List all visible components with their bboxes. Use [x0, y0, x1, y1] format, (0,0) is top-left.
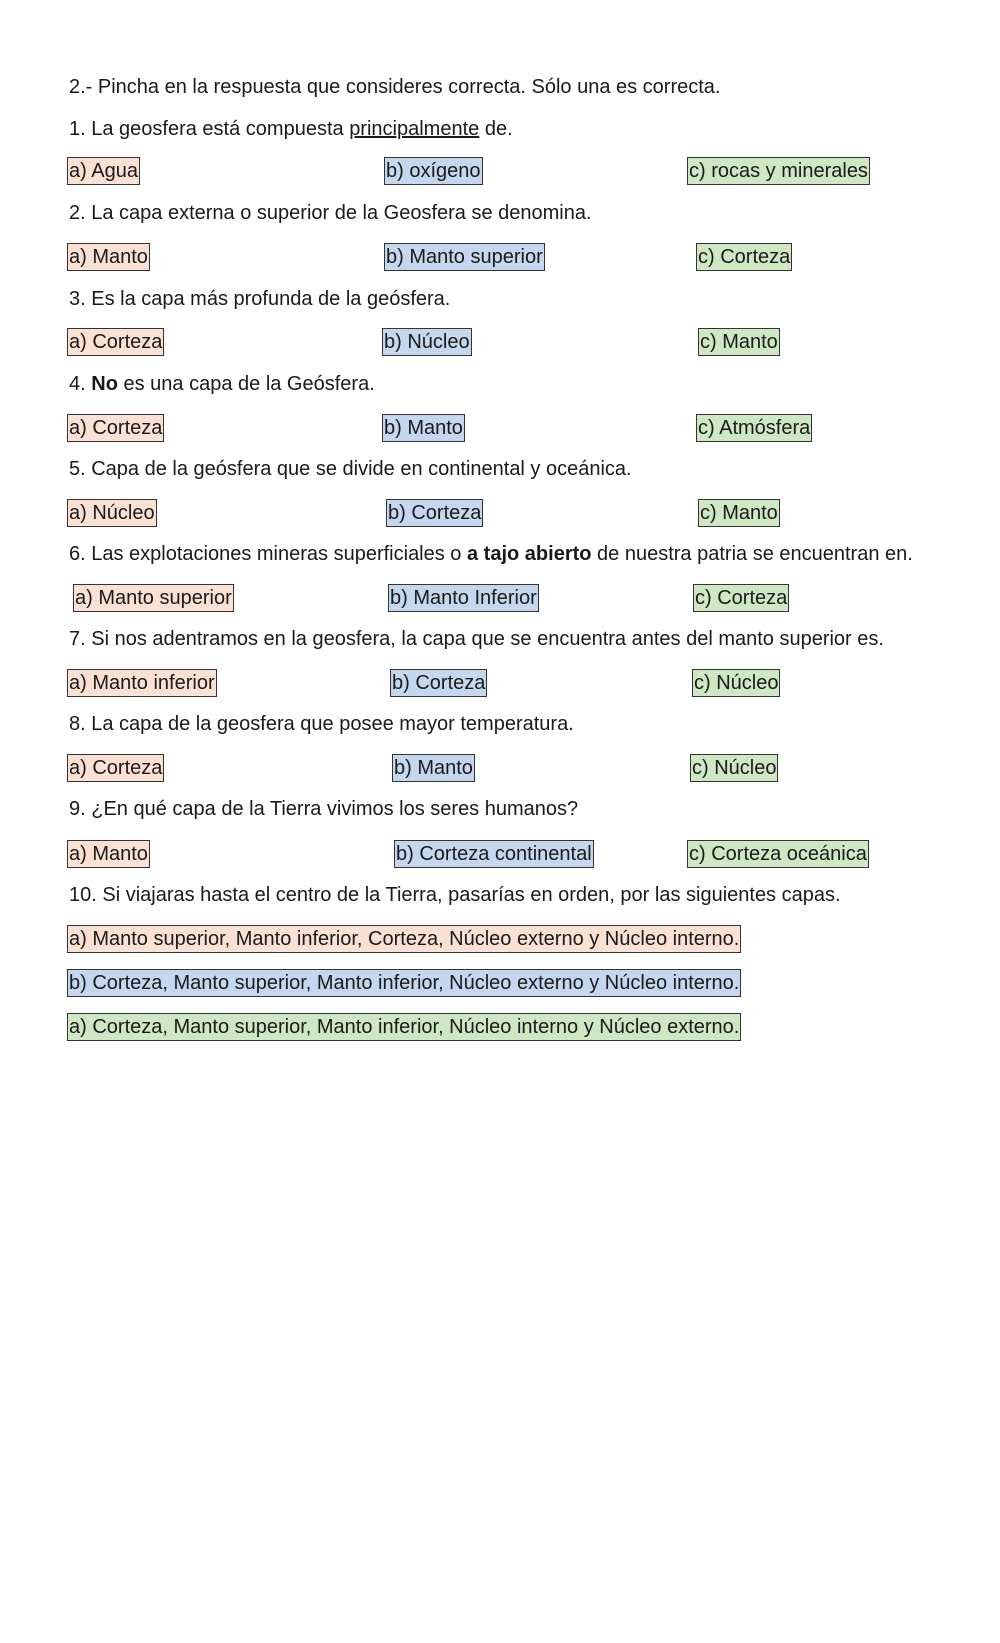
- question-5: 5. Capa de la geósfera que se divide en continental y oceánica.: [69, 458, 632, 480]
- question-1: 1. La geosfera está compuesta principalmente de.: [69, 118, 513, 140]
- question-7: 7. Si nos adentramos en la geosfera, la capa que se encuentra antes del manto superior es.: [69, 628, 884, 650]
- q6-option-a[interactable]: a) Manto superior: [73, 584, 234, 612]
- question-4: 4. No es una capa de la Geósfera.: [69, 373, 375, 395]
- q8-option-a[interactable]: a) Corteza: [67, 754, 164, 782]
- q10-option-c[interactable]: a) Corteza, Manto superior, Manto inferior, Núcleo interno y Núcleo externo.: [67, 1013, 741, 1041]
- question-6: 6. Las explotaciones mineras superficiales o a tajo abierto de nuestra patria se encuentran en.: [69, 543, 913, 565]
- q4-option-c[interactable]: c) Atmósfera: [696, 414, 812, 442]
- q10-option-a[interactable]: a) Manto superior, Manto inferior, Corteza, Núcleo externo y Núcleo interno.: [67, 925, 741, 953]
- q5-option-c[interactable]: c) Manto: [698, 499, 780, 527]
- question-9: 9. ¿En qué capa de la Tierra vivimos los seres humanos?: [69, 798, 579, 820]
- q1-option-b[interactable]: b) oxígeno: [384, 157, 483, 185]
- q9-option-c[interactable]: c) Corteza oceánica: [687, 840, 869, 868]
- instructions: 2.- Pincha en la respuesta que consideres correcta. Sólo una es correcta.: [69, 76, 721, 98]
- q6-option-c[interactable]: c) Corteza: [693, 584, 789, 612]
- q8-option-b[interactable]: b) Manto: [392, 754, 475, 782]
- q1-option-c[interactable]: c) rocas y minerales: [687, 157, 870, 185]
- question-8: 8. La capa de la geosfera que posee mayor temperatura.: [69, 713, 574, 735]
- q8-option-c[interactable]: c) Núcleo: [690, 754, 778, 782]
- q5-option-a[interactable]: a) Núcleo: [67, 499, 157, 527]
- q7-option-b[interactable]: b) Corteza: [390, 669, 487, 697]
- q6-option-b[interactable]: b) Manto Inferior: [388, 584, 539, 612]
- q9-option-a[interactable]: a) Manto: [67, 840, 150, 868]
- q3-option-c[interactable]: c) Manto: [698, 328, 780, 356]
- question-3: 3. Es la capa más profunda de la geósfera.: [69, 288, 451, 310]
- q5-option-b[interactable]: b) Corteza: [386, 499, 483, 527]
- q4-option-a[interactable]: a) Corteza: [67, 414, 164, 442]
- q2-option-c[interactable]: c) Corteza: [696, 243, 792, 271]
- question-10: 10. Si viajaras hasta el centro de la Tierra, pasarías en orden, por las siguientes capas.: [69, 884, 841, 906]
- q7-option-a[interactable]: a) Manto inferior: [67, 669, 217, 697]
- q7-option-c[interactable]: c) Núcleo: [692, 669, 780, 697]
- q9-option-b[interactable]: b) Corteza continental: [394, 840, 594, 868]
- q1-option-a[interactable]: a) Agua: [67, 157, 140, 185]
- q2-option-b[interactable]: b) Manto superior: [384, 243, 545, 271]
- q10-option-b[interactable]: b) Corteza, Manto superior, Manto inferior, Núcleo externo y Núcleo interno.: [67, 969, 741, 997]
- q2-option-a[interactable]: a) Manto: [67, 243, 150, 271]
- q3-option-b[interactable]: b) Núcleo: [382, 328, 472, 356]
- question-2: 2. La capa externa o superior de la Geosfera se denomina.: [69, 202, 592, 224]
- q4-option-b[interactable]: b) Manto: [382, 414, 465, 442]
- q3-option-a[interactable]: a) Corteza: [67, 328, 164, 356]
